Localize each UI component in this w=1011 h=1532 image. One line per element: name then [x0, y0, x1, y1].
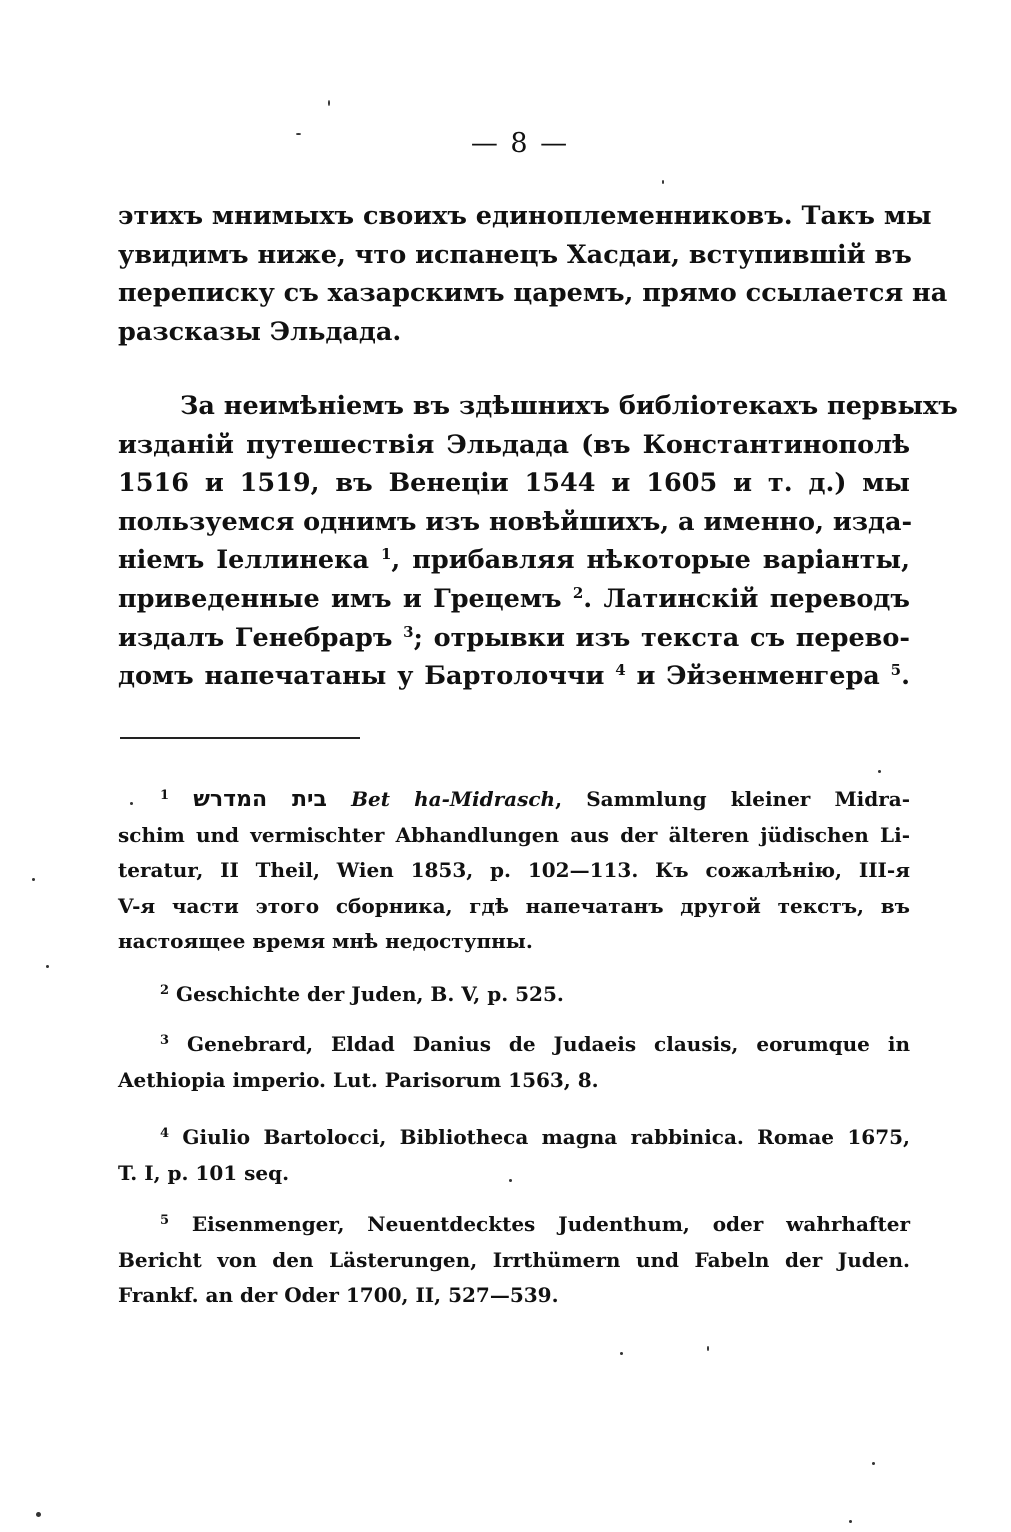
scan-speck — [509, 1179, 512, 1182]
text-segment: домъ напечатаны у Бартолоччи — [118, 661, 605, 692]
book-title: Bet ha-Midrasch — [351, 787, 556, 811]
text-segment: приведенные имъ и Грецемъ — [118, 583, 562, 614]
text-segment: издалъ Генебраръ — [118, 622, 393, 653]
footnote-ref[interactable]: 4 — [615, 661, 626, 680]
text-line: За неимѣніемъ въ здѣшнихъ библіотекахъ первыхъ — [180, 391, 958, 421]
scan-speck — [662, 180, 664, 184]
footnote-1 — [118, 782, 910, 960]
scan-speck — [130, 802, 133, 805]
footnote-line — [118, 782, 910, 818]
text-line: переписку съ хазарскимъ царемъ, прямо ссылается на — [118, 278, 948, 309]
footnote-line: T. I, p. 101 seq. — [118, 1160, 290, 1185]
scan-speck — [46, 965, 49, 968]
footnote-line: Aethiopia imperio. Lut. Parisorum 1563, 8. — [118, 1067, 599, 1092]
footnote-ref[interactable]: 3 — [403, 622, 414, 641]
text-line — [118, 580, 910, 619]
paragraph-1 — [118, 197, 948, 351]
footnote-line: Frankf. an der Oder 1700, II, 527—539. — [118, 1283, 559, 1307]
footnote-mark: 4 — [160, 1126, 170, 1141]
text-line — [118, 657, 910, 696]
paragraph-2 — [118, 387, 958, 696]
text-segment: . — [901, 661, 910, 692]
footnote-4 — [118, 1120, 910, 1191]
scan-speck — [32, 878, 35, 881]
text-line: увидимъ ниже, что испанецъ Хасдаи, вступившій въ — [118, 239, 912, 270]
footnote-divider — [120, 737, 360, 739]
footnote-mark: 5 — [160, 1213, 170, 1228]
scan-speck — [872, 1462, 875, 1465]
text-segment: Genebrard, Eldad Danius de Judaeis clausis, eorumque in — [187, 1032, 910, 1056]
scan-speck — [296, 133, 301, 135]
scan-speck — [620, 1352, 623, 1355]
scan-speck — [878, 770, 881, 773]
text-line: пользуемся однимъ изъ новѣйшихъ, а именно, изда- — [118, 506, 913, 537]
footnote-line: teratur, II Theil, Wien 1853, p. 102—113. Къ сожалѣнію, III-я — [118, 858, 910, 882]
footnote-line — [118, 1207, 910, 1243]
footnote-ref[interactable]: 5 — [890, 661, 902, 680]
text-line: 1516 и 1519, въ Венеціи 1544 и 1605 и т. д.) мы — [118, 468, 910, 499]
footnote-mark: 1 — [160, 788, 170, 803]
hebrew-title: בית המדרש — [193, 787, 327, 812]
text-line: этихъ мнимыхъ своихъ единоплеменниковъ. Такъ мы — [118, 201, 932, 231]
text-segment: Eisenmenger, Neuentdecktes Judenthum, oder wahrhafter — [191, 1212, 911, 1236]
scan-speck — [328, 100, 330, 106]
text-segment: ; отрывки изъ текста съ перево- — [413, 622, 910, 653]
text-line: разсказы Эльдада. — [118, 316, 402, 347]
footnote-5 — [118, 1207, 910, 1314]
footnote-line — [118, 977, 910, 1013]
text-segment: , прибавляя нѣкоторые варіанты, — [391, 545, 910, 576]
footnote-line: schim und vermischter Abhandlungen aus der älteren jüdischen Li- — [118, 822, 910, 847]
footnote-line — [118, 1027, 910, 1063]
footnote-ref[interactable]: 1 — [380, 545, 392, 564]
text-line — [118, 619, 910, 658]
footnote-line: настоящее время мнѣ недоступны. — [118, 929, 533, 953]
footnote-ref[interactable]: 2 — [572, 583, 584, 602]
scan-speck — [36, 1512, 41, 1517]
text-segment: ніемъ Іеллинека — [118, 545, 370, 576]
footnote-mark: 3 — [160, 1033, 170, 1048]
scan-speck — [707, 1346, 709, 1351]
footnote-line — [118, 1120, 910, 1156]
text-segment: , Sammlung kleiner Midra- — [555, 787, 911, 811]
footnote-2 — [118, 977, 910, 1013]
text-line: изданій путешествія Эльдада (въ Константинополѣ — [118, 429, 910, 460]
text-segment: и Эйзенменгера — [625, 661, 880, 692]
text-segment: Giulio Bartolocci, Bibliotheca magna rabbinica. Romae 1675, — [182, 1125, 910, 1149]
page-number: — 8 — — [470, 128, 570, 159]
scan-speck — [849, 1520, 852, 1523]
footnote-line: V-я части этого сборника, гдѣ напечатанъ другой текстъ, въ — [118, 893, 910, 918]
footnote-line: Bericht von den Lästerungen, Irrthümern und Fabeln der Juden. — [118, 1247, 910, 1272]
text-line — [118, 541, 910, 580]
footnote-mark: 2 — [160, 983, 170, 998]
text-segment: Geschichte der Juden, B. V, p. 525. — [176, 982, 564, 1006]
footnote-3 — [118, 1027, 910, 1098]
text-segment: . Латинскій переводъ — [583, 583, 910, 614]
